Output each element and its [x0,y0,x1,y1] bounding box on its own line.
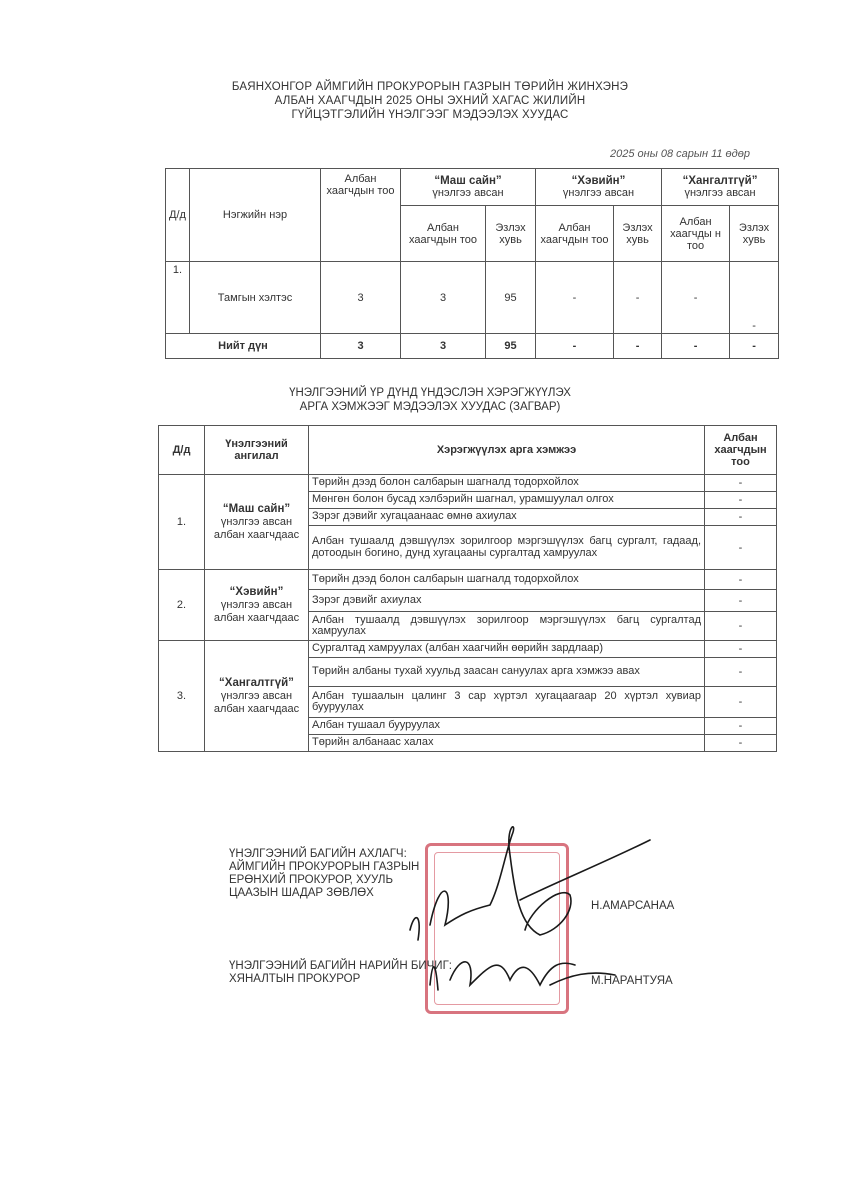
measure-count: - [705,475,777,492]
row-excellent-pct: 95 [486,262,536,334]
row-count: 3 [321,262,401,334]
total-count: 3 [321,334,401,359]
measure-text: Төрийн дээд болон салбарын шагналд тодорхойлох [309,475,705,492]
measure-text: Зэрэг дэвийг хугацаанаас өмнө ахиулах [309,509,705,526]
title-line-2: АЛБАН ХААГЧДЫН 2025 ОНЫ ЭХНИЙ ХАГАС ЖИЛИЙН [274,95,586,107]
group-category [205,570,309,641]
sub-count-normal: Албан хаагчдын тоо [536,206,614,262]
measure-text: Төрийн албанаас халах [309,735,705,752]
measure-text: Мөнгөн болон бусад хэлбэрийн шагнал, урамшуулал олгох [309,492,705,509]
measure-count: - [705,570,777,590]
category-rest: үнэлгээ авсан албан хаагчдаас [213,598,300,624]
sub-pct-normal: Эзлэх хувь [614,206,662,262]
category-rest: үнэлгээ авсан албан хаагчдаас [213,515,300,541]
excellent-sub: үнэлгээ авсан [432,187,504,199]
header-category: Үнэлгээний ангилал [205,426,309,475]
measure-text: Сургалтад хамруулах (албан хаагчийн өөрийн зардлаар) [309,641,705,658]
total-insufficient-count: - [662,334,730,359]
category-title: “Маш сайн” [222,502,291,515]
measure-text: Албан тушаал бууруулах [309,718,705,735]
category-title: “Хангалтгүй” [219,676,294,689]
measure-count: - [705,658,777,687]
measure-count: - [705,718,777,735]
lead-signature [410,827,650,940]
group-category [205,475,309,570]
team-lead-block [229,848,419,900]
secretary-line-2: ХЯНАЛТЫН ПРОКУРОР [229,973,361,985]
header-no: Д/д [166,169,190,262]
table-row [159,570,777,590]
measure-count: - [705,492,777,509]
sub-pct-insufficient: Эзлэх хувь [730,206,779,262]
team-lead-line-1: ҮНЭЛГЭЭНИЙ БАГИЙН АХЛАГЧ: [229,848,407,860]
title-line-1: БАЯНХОНГОР АЙМГИЙН ПРОКУРОРЫН ГАЗРЫН ТӨРИЙН ЖИНХЭНЭ [231,81,629,93]
team-lead-line-2: АЙМГИЙН ПРОКУРОРЫН ГАЗРЫН [229,861,420,873]
measure-count: - [705,526,777,570]
header-normal [536,169,662,206]
header-count: Албан хаагчдын тоо [705,426,777,475]
document-title [160,80,700,122]
title-line-3: ГҮЙЦЭТГЭЛИЙН ҮНЭЛГЭЭГ МЭДЭЭЛЭХ ХУУДАС [291,109,569,121]
group-no: 2. [159,570,205,641]
row-excellent-count: 3 [401,262,486,334]
measures-title-line-1: ҮНЭЛГЭЭНИЙ ҮР ДҮНД ҮНДЭСЛЭН ХЭРЭГЖҮҮЛЭХ [289,387,571,399]
sub-count-insufficient: Албан хаагчды н тоо [662,206,730,262]
header-count: Албан хаагчдын тоо [321,169,401,262]
handwritten-signatures [400,815,660,1015]
measure-count: - [705,590,777,612]
insufficient-sub: үнэлгээ авсан [684,187,756,199]
total-excellent-count: 3 [401,334,486,359]
total-normal-pct: - [614,334,662,359]
header-no: Д/д [159,426,205,475]
measure-count: - [705,509,777,526]
team-lead-line-3: ЕРӨНХИЙ ПРОКУРОР, ХУУЛЬ [229,874,393,886]
table-row [166,262,779,334]
evaluation-summary-table [165,168,779,359]
group-no: 3. [159,641,205,752]
total-insufficient-pct: - [730,334,779,359]
header-excellent [401,169,536,206]
row-normal-count: - [536,262,614,334]
table-row [159,641,777,658]
category-rest: үнэлгээ авсан албан хаагчдаас [213,689,300,715]
insufficient-title: “Хангалтгүй” [682,175,758,187]
secretary-line-1: ҮНЭЛГЭЭНИЙ БАГИЙН НАРИЙН БИЧИГ: [229,960,452,972]
sub-count-excellent: Албан хаагчдын тоо [401,206,486,262]
sub-pct-excellent: Эзлэх хувь [486,206,536,262]
total-normal-count: - [536,334,614,359]
row-normal-pct: - [614,262,662,334]
measures-title [200,386,660,414]
team-lead-line-4: ЦААЗЫН ШАДАР ЗӨВЛӨХ [229,887,374,899]
header-insufficient [662,169,779,206]
measure-count: - [705,735,777,752]
header-unit: Нэгжийн нэр [190,169,321,262]
measure-count: - [705,687,777,718]
measure-text: Төрийн дээд болон салбарын шагналд тодорхойлох [309,570,705,590]
total-row [166,334,779,359]
document-date: 2025 оны 08 сарын 11 өдөр [610,148,750,160]
measure-text: Зэрэг дэвийг ахиулах [309,590,705,612]
measure-text: Албан тушаалд дэвшүүлэх зорилгоор мэргэшүүлэх багц сургалт, гадаад, дотоодын богино, дунд хугацааны сургалтад хамруулах [309,526,705,570]
total-excellent-pct: 95 [486,334,536,359]
table-row [159,475,777,492]
row-insufficient-count: - [662,262,730,334]
secretary-name: М.НАРАНТУЯА [591,975,673,987]
category-title: “Хэвийн” [229,585,284,598]
measures-title-line-2: АРГА ХЭМЖЭЭГ МЭДЭЭЛЭХ ХУУДАС (ЗАГВАР) [299,401,561,413]
secretary-signature [430,962,615,990]
row-no: 1. [166,262,190,334]
row-unit: Тамгын хэлтэс [190,262,321,334]
measures-table [158,425,777,752]
measure-text: Төрийн албаны тухай хуульд заасан сануулах арга хэмжээ авах [309,658,705,687]
header-measure: Хэрэгжүүлэх арга хэмжээ [309,426,705,475]
measure-text: Албан тушаалын цалинг 3 сар хүртэл хугацаагаар 20 хүртэл хувиар бууруулах [309,687,705,718]
excellent-title: “Маш сайн” [434,175,502,187]
normal-title: “Хэвийн” [571,175,626,187]
measure-text: Албан тушаалд дэвшүүлэх зорилгоор мэргэшүүлэх багц сургалтад хамруулах [309,612,705,641]
measure-count: - [705,612,777,641]
group-no: 1. [159,475,205,570]
group-category [205,641,309,752]
total-label: Нийт дүн [166,334,321,359]
row-insufficient-pct: - [730,262,779,334]
measure-count: - [705,641,777,658]
normal-sub: үнэлгээ авсан [562,187,635,199]
team-lead-name: Н.АМАРСАНАА [591,900,675,912]
